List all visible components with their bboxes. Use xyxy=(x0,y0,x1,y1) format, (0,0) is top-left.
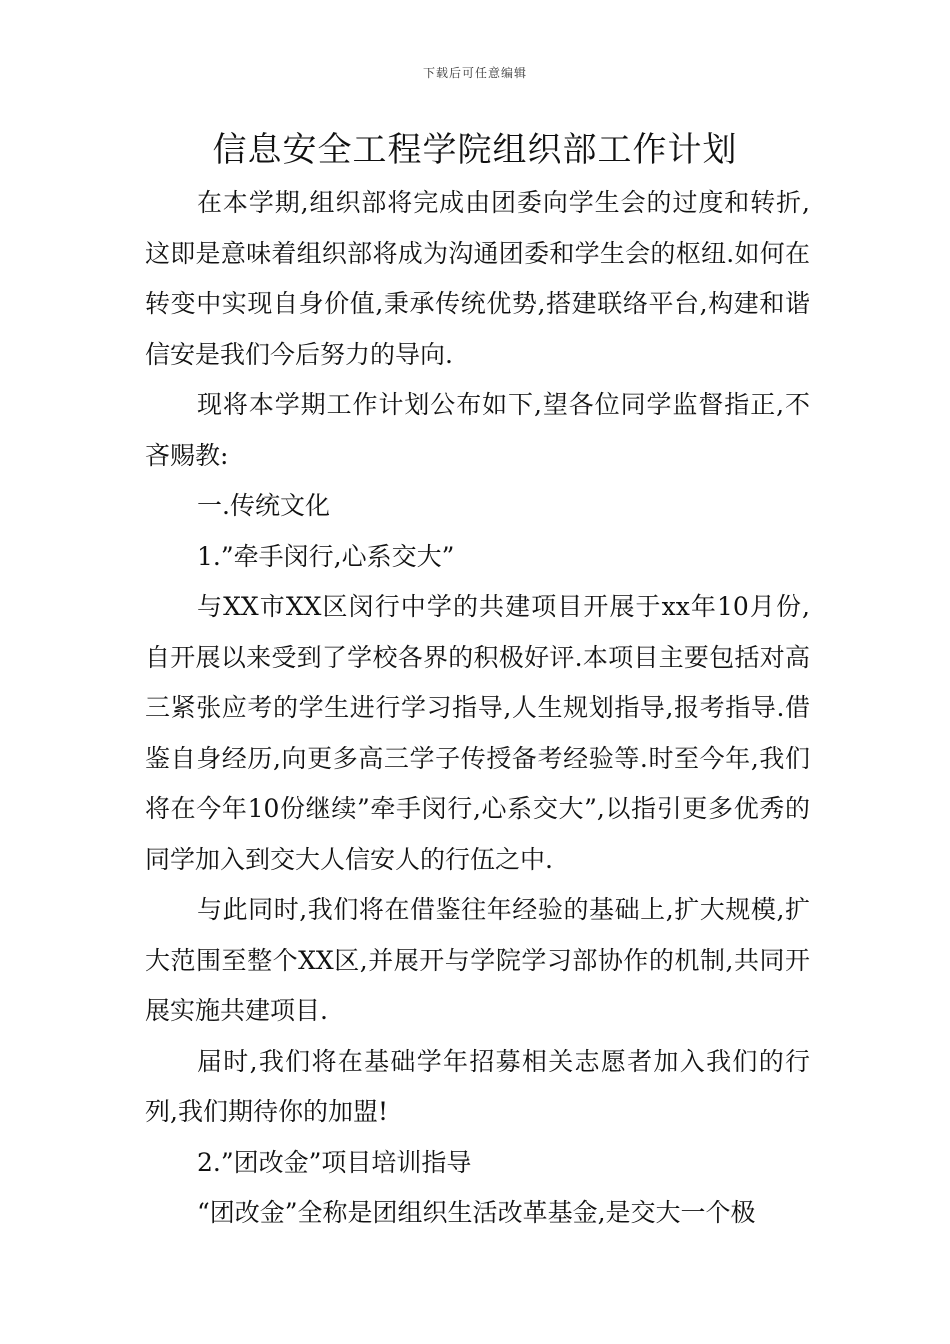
paragraph-volunteers: 届时,我们将在基础学年招募相关志愿者加入我们的行列,我们期待你的加盟! xyxy=(145,1046,810,1126)
item-heading-2: 2.”团改金”项目培训指导 xyxy=(197,1147,472,1177)
document-title: 信息安全工程学院组织部工作计划 xyxy=(212,130,738,170)
document-body xyxy=(145,178,810,1239)
paragraph-expansion: 与此同时,我们将在借鉴往年经验的基础上,扩大规模,扩大范围至整个XX区,并展开与学院学习部协作的机制,共同开展实施共建项目. xyxy=(145,895,810,1025)
item-heading-1: 1.”牵手闵行,心系交大” xyxy=(197,541,455,571)
paragraph-project-description: 与XX市XX区闵行中学的共建项目开展于xx年10月份,自开展以来受到了学校各界的积极好评.本项目主要包括对高三紧张应考的学生进行学习指导,人生规划指导,报考指导.借鉴自身经历,向更多高三学子传授备考经验等.时至今年,我们将在今年10份继续”牵手闵行,心系交大”,以指引更多优秀的同学加入到交大人信安人的行伍之中. xyxy=(145,592,810,874)
section-heading-traditional-culture: 一.传统文化 xyxy=(197,491,330,520)
paragraph-intro: 在本学期,组织部将完成由团委向学生会的过度和转折,这即是意味着组织部将成为沟通团委和学生会的枢纽.如何在转变中实现自身价值,秉承传统优势,搭建联络平台,构建和谐信安是我们今后努力的导向. xyxy=(145,188,810,369)
paragraph-tuangaijin: “团改金”全称是团组织生活改革基金,是交大一个极 xyxy=(197,1198,756,1227)
paragraph-announcement: 现将本学期工作计划公布如下,望各位同学监督指正,不吝赐教: xyxy=(145,390,810,470)
header-note: 下载后可任意编辑 xyxy=(422,66,527,80)
